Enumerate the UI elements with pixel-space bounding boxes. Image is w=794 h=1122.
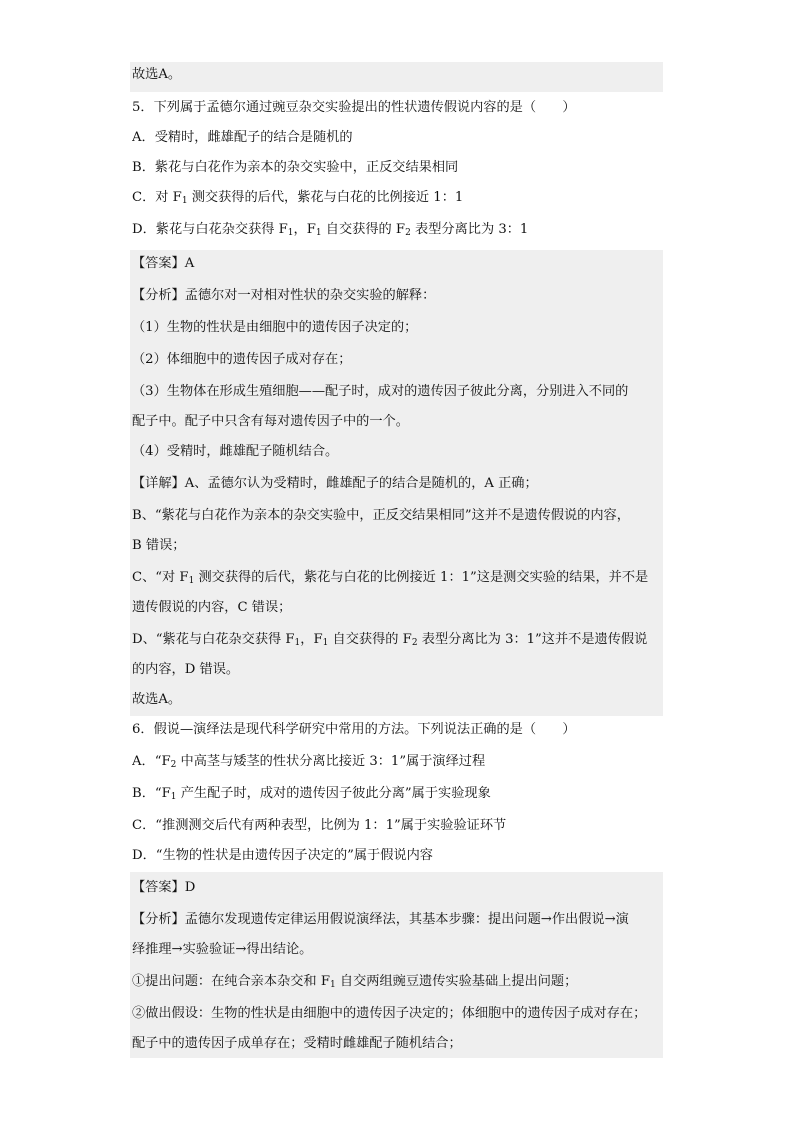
q5-detail-b2: B 错误； [132,538,186,553]
q5-detail-d2: 的内容，D 错误。 [132,662,240,677]
q5-detail-c1: C、“对 $F_1$ 测交获得的后代，紫花与白花的比例接近 1：1”这是测交实验的结果，并不是 [132,570,649,586]
q6-step-1: ①提出问题：在纯合亲本杂交和 $F_1$ 自交两组豌豆遗传实验基础上提出问题； [132,974,578,990]
q6-step-2b: 配子中的遗传因子成单存在；受精时雌雄配子随机结合； [132,1036,462,1051]
q5-answer: 【答案】A [132,256,195,271]
q6-option-d: D．“生物的性状是由遗传因子决定的”属于假说内容 [132,848,433,863]
q6-analysis-2: 绎推理→实验验证→得出结论。 [132,942,313,957]
prev-choose-line: 故选A。 [132,67,182,82]
q5-detail-b1: B、“紫花与白花作为亲本的杂交实验中，正反交结果相同”这并不是遗传假说的内容， [132,508,630,523]
q5-analysis: 【分析】孟德尔对一对相对性状的杂交实验的解释： [132,288,436,303]
q5-analysis-point-3b: 配子中。配子中只含有每对遗传因子中的一个。 [132,414,409,429]
q6-stem: 6．假说—演绎法是现代科学研究中常用的方法。下列说法正确的是（ ） [132,722,576,737]
q5-analysis-point-2: （2）体细胞中的遗传因子成对存在； [132,352,352,367]
q5-detail-d1: D、“紫花与白花杂交获得 $F_1$，$F_1$ 自交获得的 $F_2$ 表型分离比为 3：1”这并不是遗传假说 [132,632,648,648]
q5-stem: 5．下列属于孟德尔通过豌豆杂交实验提出的性状遗传假说内容的是（ ） [132,100,576,115]
q5-option-a: A．受精时，雌雄配子的结合是随机的 [132,130,353,145]
q5-analysis-point-4: （4）受精时，雌雄配子随机结合。 [132,444,339,459]
q6-option-a: A．“$F_2$ 中高茎与矮茎的性状分离比接近 3：1”属于演绎过程 [132,754,486,770]
q5-detail-c2: 遗传假说的内容，C 错误； [132,600,292,615]
q5-choose: 故选A。 [132,692,182,707]
q5-detail-a: 【详解】A、孟德尔认为受精时，雌雄配子的结合是随机的，A 正确； [132,476,538,491]
q5-option-d: D．紫花与白花杂交获得 $F_1$，$F_1$ 自交获得的 $F_2$ 表型分离比为 3：1 [132,222,529,238]
q6-option-b: B．“$F_1$ 产生配子时，成对的遗传因子彼此分离”属于实验现象 [132,786,491,802]
q5-option-b: B．紫花与白花作为亲本的杂交实验中，正反交结果相同 [132,160,459,175]
q6-analysis-1: 【分析】孟德尔发现遗传定律运用假说演绎法，其基本步骤：提出问题→作出假说→演 [132,912,629,927]
q6-option-c: C．“推测测交后代有两种表型，比例为 1：1”属于实验验证环节 [132,818,507,833]
q5-analysis-point-3a: （3）生物体在形成生殖细胞——配子时，成对的遗传因子彼此分离，分别进入不同的 [132,384,629,399]
q6-answer: 【答案】D [132,880,196,895]
q5-option-c: C．对 $F_1$ 测交获得的后代，紫花与白花的比例接近 1：1 [132,190,464,206]
q6-step-2a: ②做出假设：生物的性状是由细胞中的遗传因子决定的；体细胞中的遗传因子成对存在； [132,1006,647,1021]
q5-analysis-point-1: （1）生物的性状是由细胞中的遗传因子决定的； [132,320,418,335]
